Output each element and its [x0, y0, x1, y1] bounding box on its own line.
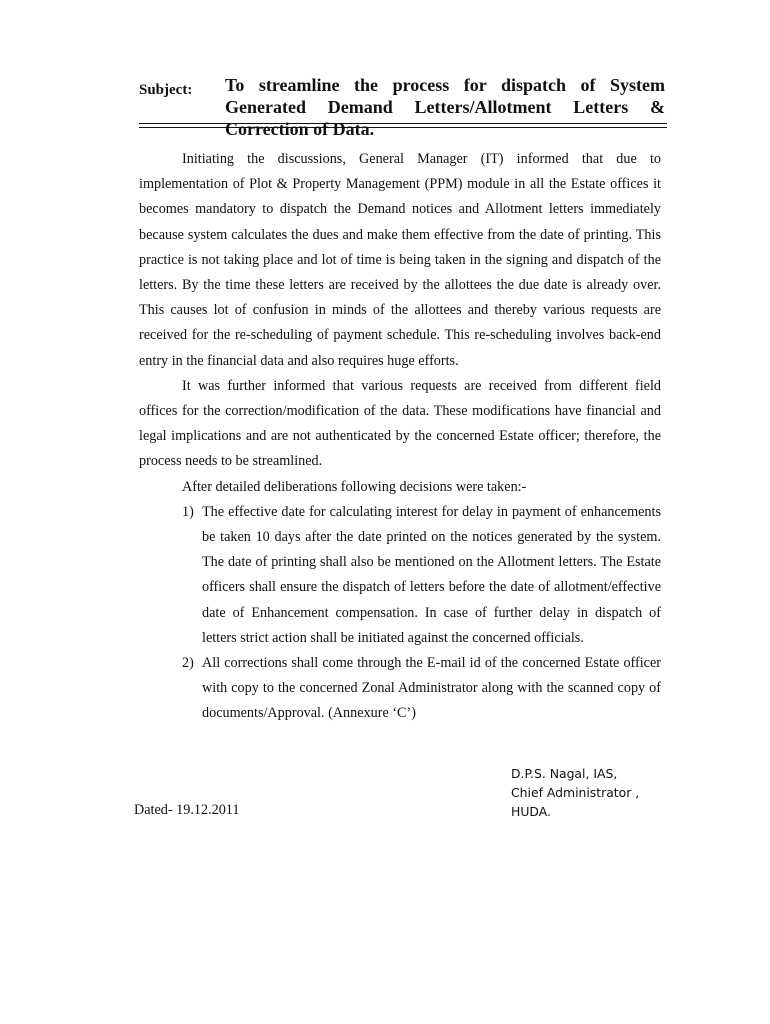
decision-text: All corrections shall come through the E-mail id of the concerned Estate officer with copy to the concerned Zonal Administrator along with the scanned copy of documents/Approval. (Annexure ‘C’) [202, 655, 661, 722]
decision-text: The effective date for calculating interest for delay in payment of enhancements be taken 10 days after the date printed on the notices generated by the system. The date of printing shall also be mentioned on the Allotment letters. The Estate officers shall ensure the dispatch of letters before the date of allotment/effective date of Enhancement compensation. In case of further delay in dispatch of letters strict action shall be initiated against the concerned officials. [202, 503, 661, 646]
decision-item [139, 500, 661, 651]
document-date: Dated- 19.12.2011 [134, 802, 240, 818]
document-body [139, 147, 661, 727]
signatory-organization: HUDA. [511, 804, 551, 819]
subject-title: To streamline the process for dispatch of System Generated Demand Letters/Allotment Letters & Correction of Data. [225, 75, 665, 139]
paragraph-corrections: It was further informed that various requests are received from different field offices for the correction/modification of the data. These modifications have financial and legal implications and are not authenticated by the concerned Estate officer; therefore, the process needs to be streamlined. [139, 377, 661, 470]
signatory-name: D.P.S. Nagal, IAS, [511, 766, 618, 781]
decision-item [139, 651, 661, 727]
subject-label: Subject: [139, 82, 193, 98]
signatory-designation: Chief Administrator , [511, 785, 640, 800]
paragraph-discussion: Initiating the discussions, General Manager (IT) informed that due to implementation of Plot & Property Management (PPM) module in all the Estate offices it becomes mandatory to dispatch the Demand notices and Allotment letters immediately because system calculates the dues and make them effective from the date of printing. This practice is not taking place and lot of time is being taken in the signing and dispatch of the letters. By the time these letters are received by the allottees the due date is already over. This causes lot of confusion in minds of the allottees and thereby various requests are received for the re-scheduling of payment schedule. This re-scheduling involves back-end entry in the financial data and also requires huge efforts. [139, 151, 661, 369]
decisions-intro: After detailed deliberations following decisions were taken:- [182, 478, 527, 495]
subject-divider-top [139, 123, 667, 124]
subject-divider-bottom [139, 127, 667, 128]
decisions-list [139, 500, 661, 727]
decision-number: 1) [182, 503, 194, 520]
decision-number: 2) [182, 655, 194, 672]
signature-block [511, 764, 639, 821]
